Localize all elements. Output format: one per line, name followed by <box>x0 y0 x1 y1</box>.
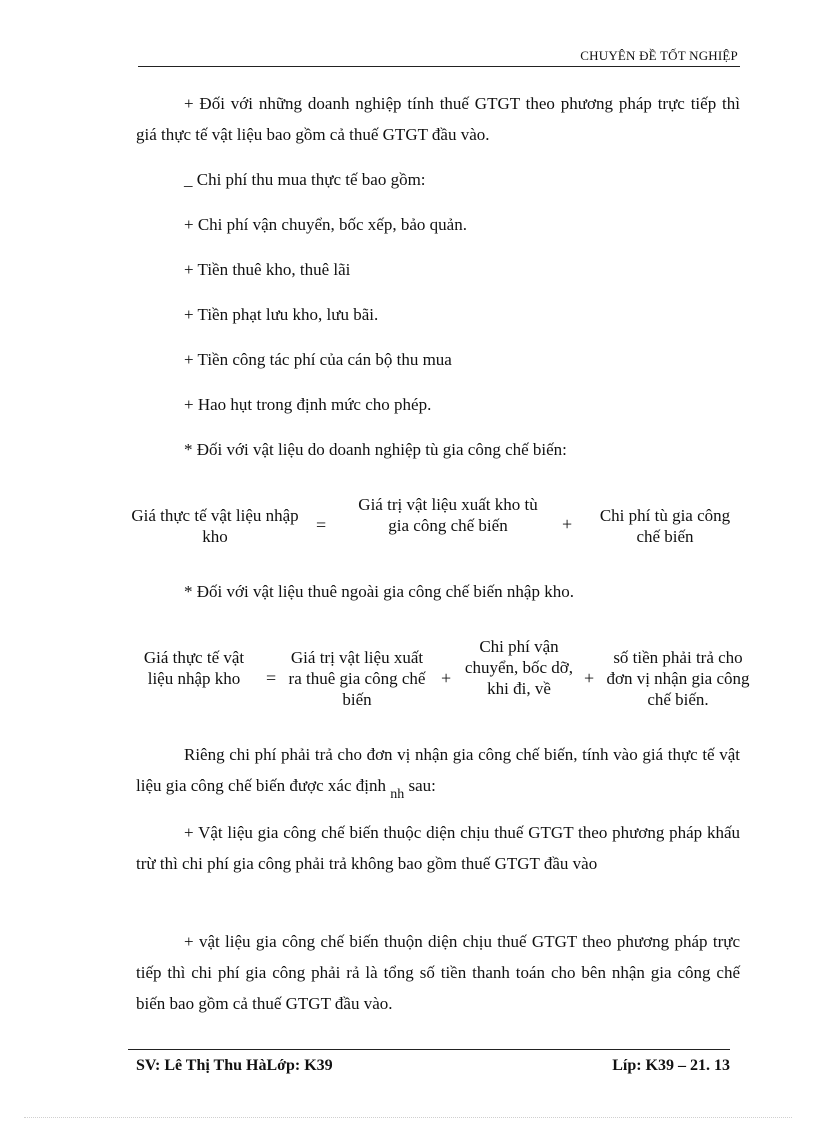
formula-2-equals: = <box>266 668 277 688</box>
list-line-3: + Tiền thuê kho, thuê lãi <box>184 260 351 279</box>
paragraph-2 <box>136 739 740 803</box>
list-line-2: + Chi phí vận chuyển, bốc xếp, bảo quản. <box>184 215 467 234</box>
formula-2-plus-1: + <box>441 668 452 688</box>
footer-rule <box>128 1049 730 1050</box>
formula-1-lhs: Giá thực tế vật liệu nhập kho <box>131 506 299 546</box>
formula-2-lhs: Giá thực tế vật liệu nhập kho <box>143 648 245 688</box>
header-title: CHUYÊN ĐỀ TỐT NGHIỆP <box>580 48 738 63</box>
list-line-5: + Tiền công tác phí của cán bộ thu mua <box>184 350 452 369</box>
formula-1-equals: = <box>316 515 327 535</box>
header-rule <box>138 66 740 67</box>
paragraph-4: + vật liệu gia công chế biến thuộn diện chịu thuế GTGT theo phương pháp trực tiếp thì chi phí gia công phải rả là tổng số tiền thanh toán cho bên nhận gia công chế biến bao gồm cả thuế GTGT đầu vào. <box>136 932 740 1013</box>
paragraph-3: + Vật liệu gia công chế biến thuộc diện chịu thuế GTGT theo phương pháp khấu trừ thì chi phí gia công phải trả không bao gồm thuế GTGT đầu vào <box>136 823 740 873</box>
list-line-1: _ Chi phí thu mua thực tế bao gồm: <box>184 170 426 189</box>
paragraph-2-end: sau: <box>408 776 436 795</box>
formula-2-term-2: Chi phí vận chuyển, bốc dỡ, khi đi, về <box>464 637 574 698</box>
list-line-6: + Hao hụt trong định mức cho phép. <box>184 395 432 414</box>
list-line-8: * Đối với vật liệu thuê ngoài gia công chế biến nhập kho. <box>184 582 574 601</box>
paragraph-1: + Đối với những doanh nghiệp tính thuế GTGT theo phương pháp trực tiếp thì giá thực tế vật liệu bao gồm cả thuế GTGT đầu vào. <box>136 94 740 144</box>
paragraph-2-text: Riêng chi phí phải trả cho đơn vị nhận gia công chế biến, tính vào giá thực tế vật liệu gia công chế biến được xác định <box>136 745 740 795</box>
formula-2-term-3: số tiền phải trả cho đơn vị nhận gia công chế biến. <box>606 648 750 709</box>
footer-class: Líp: K39 – 21. 13 <box>612 1057 730 1074</box>
formula-1-term-1: Giá trị vật liệu xuất kho tù gia công chế biến <box>358 495 538 535</box>
list-line-4: + Tiền phạt lưu kho, lưu bãi. <box>184 305 379 324</box>
list-line-7: * Đối với vật liệu do doanh nghiệp tù gia công chế biến: <box>184 440 567 459</box>
page-edge-dotted-line <box>24 1117 792 1118</box>
paragraph-2-mark: nh <box>390 787 405 802</box>
formula-2-plus-2: + <box>584 668 595 688</box>
formula-1-term-2: Chi phí tù gia công chế biến <box>599 506 731 546</box>
formula-1-plus: + <box>562 514 573 534</box>
footer-student: SV: Lê Thị Thu HàLớp: K39 <box>136 1057 333 1074</box>
formula-2-term-1: Giá trị vật liệu xuất ra thuê gia công chế biến <box>288 648 426 709</box>
